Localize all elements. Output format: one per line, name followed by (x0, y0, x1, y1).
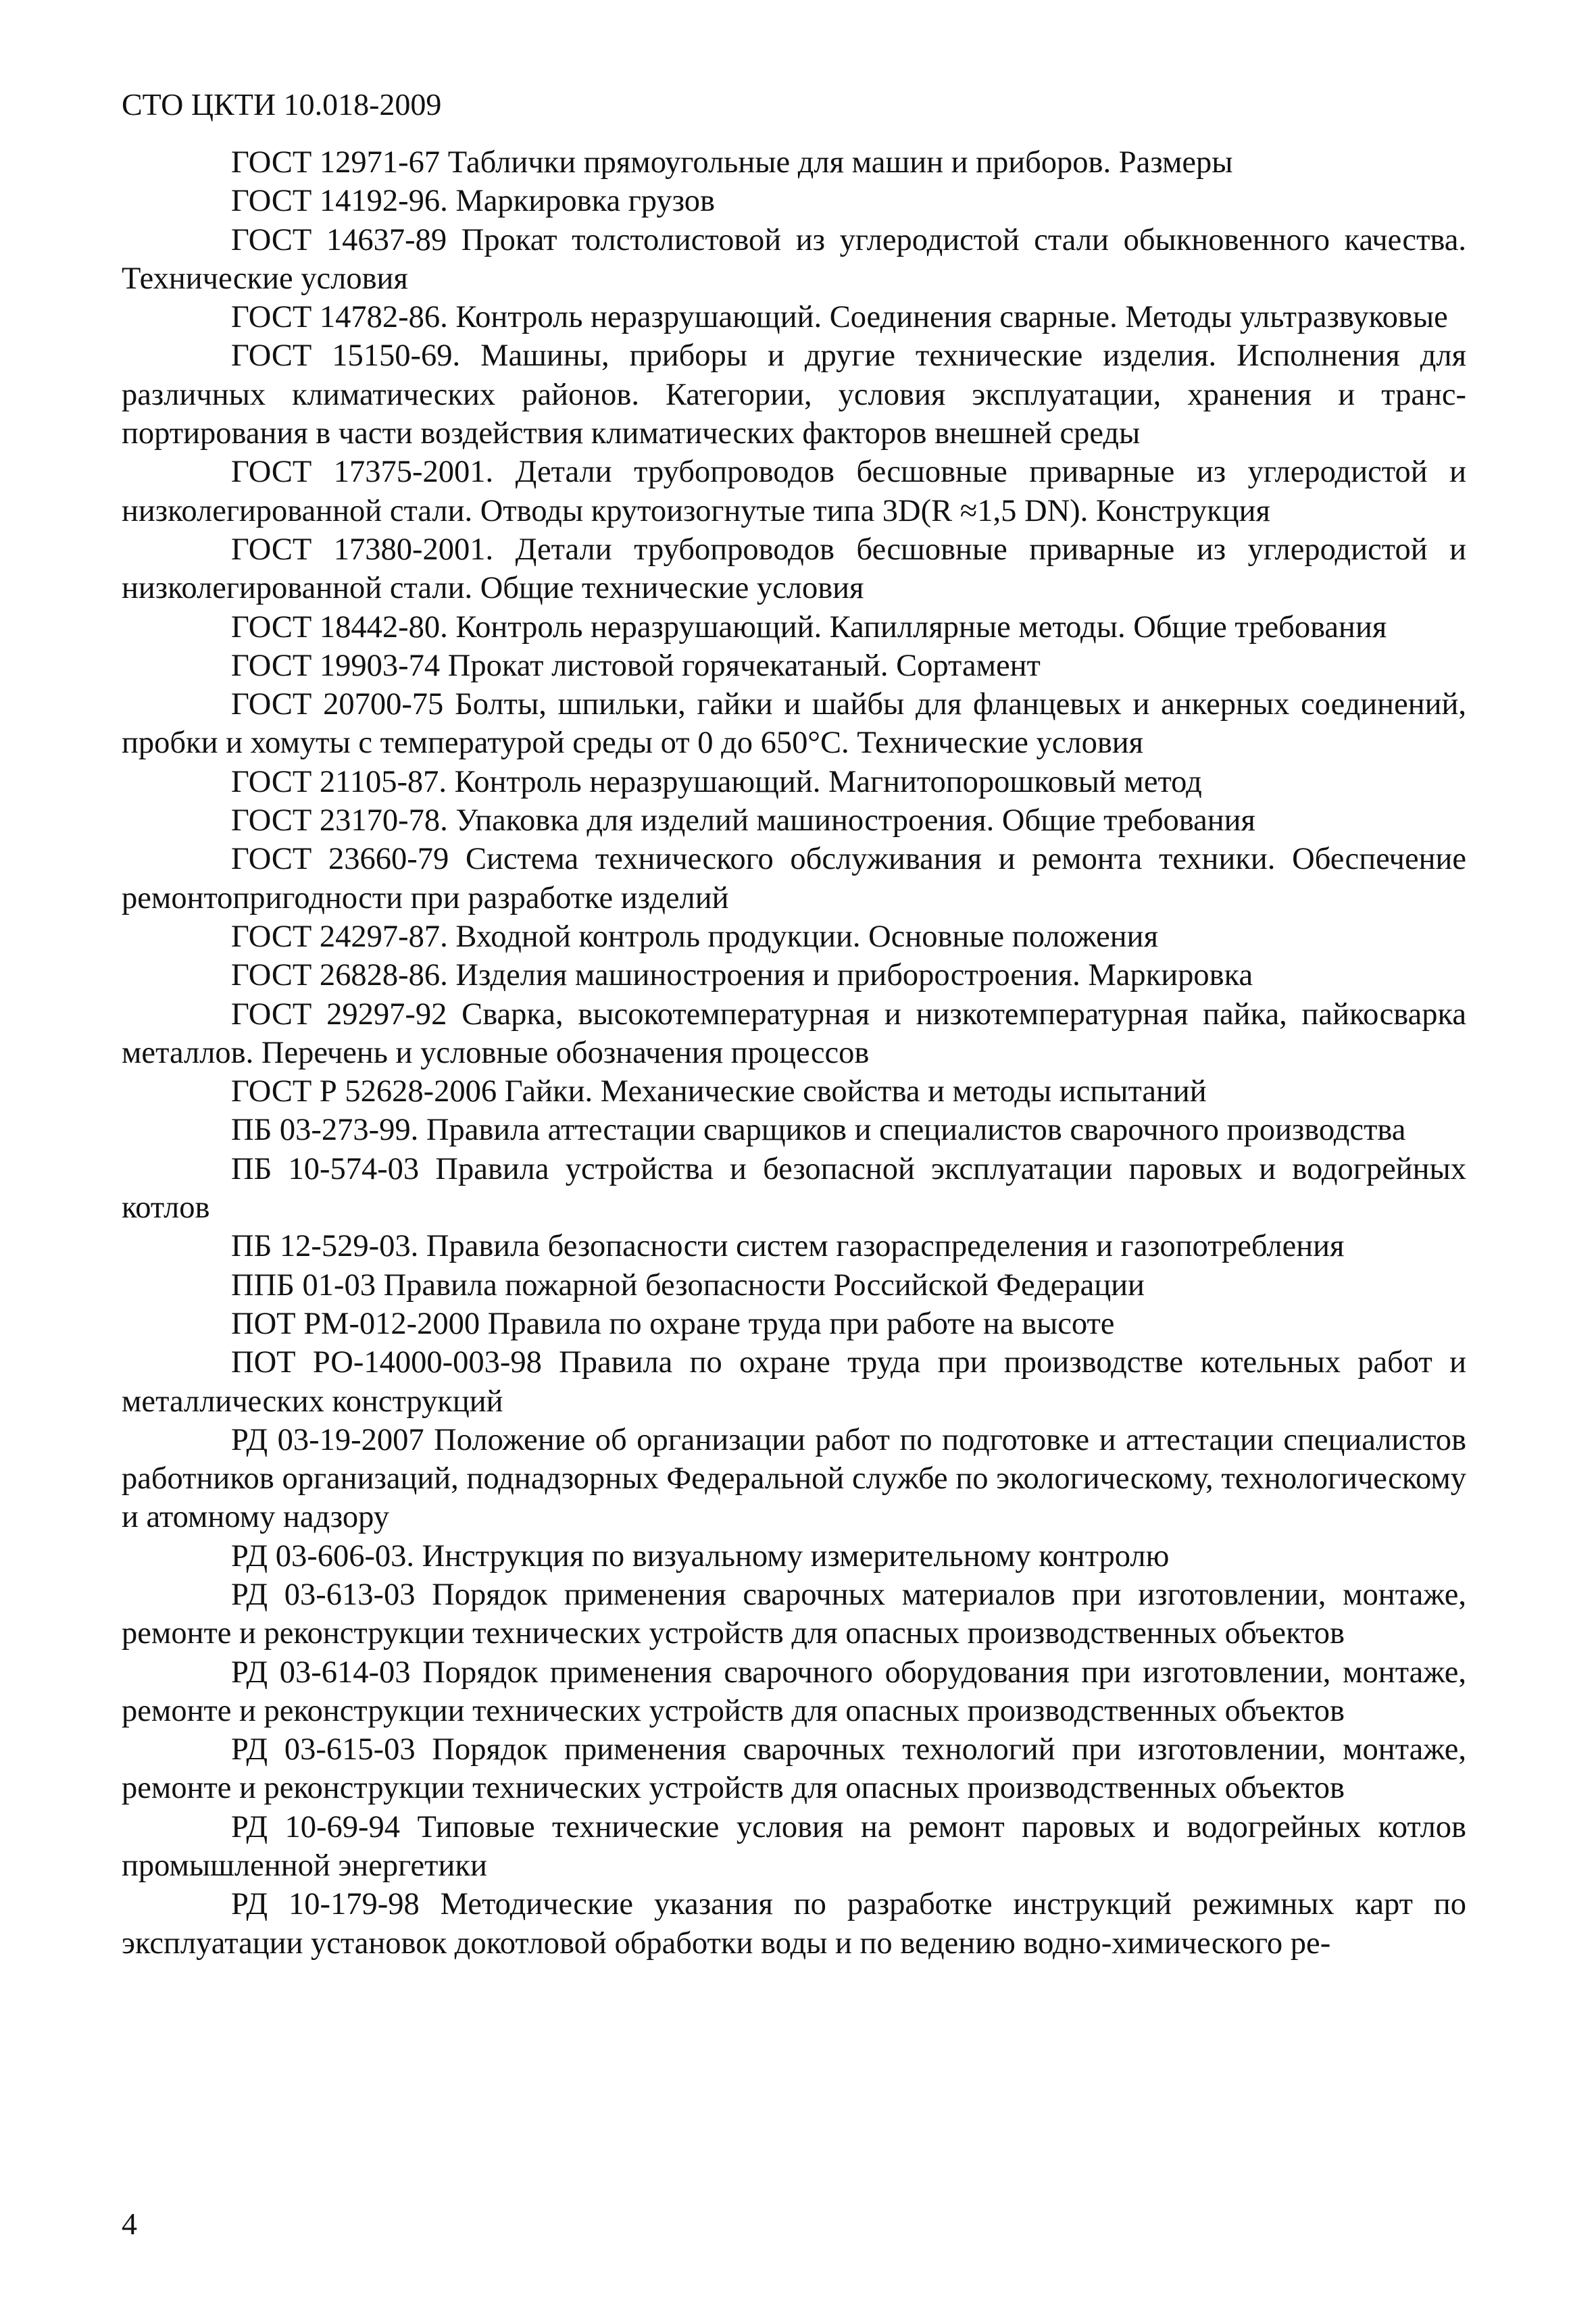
document-code-header: СТО ЦКТИ 10.018-2009 (122, 87, 442, 122)
reference-entry: ГОСТ 15150-69. Машины, приборы и другие технические изделия. Исполнения для различных климатических районов. Категории, условия эксплуатации, хранения и транспортирования в части воздействия климатических факторов внешней среды (122, 338, 1466, 451)
page-number: 4 (122, 2207, 137, 2241)
reference-entry: ГОСТ 23170-78. Упаковка для изделий машиностроения. Общие требования (231, 803, 1255, 838)
reference-entry: ГОСТ 24297-87. Входной контроль продукции. Основные положения (231, 919, 1158, 954)
reference-entry: РД 03-614-03 Порядок применения сварочного оборудования при изготовлении, монтаже, ремонте и реконструкции технических устройств для опасных производственных объектов (122, 1655, 1466, 1728)
reference-entry: ГОСТ 17380-2001. Детали трубопроводов бесшовные приварные из углеродистой и низколегированной стали. Общие технические условия (122, 532, 1466, 606)
reference-entry: РД 03-613-03 Порядок применения сварочных материалов при изготовлении, монтаже, ремонте и реконструкции технических устройств для опасных производственных объектов (122, 1577, 1466, 1651)
reference-entry: РД 03-606-03. Инструкция по визуальному измерительному контролю (231, 1538, 1170, 1574)
reference-entry: ПОТ РО-14000-003-98 Правила по охране труда при производстве котельных работ и металлических конструкций (122, 1345, 1466, 1419)
reference-entry: ПОТ РМ-012-2000 Правила по охране труда при работе на высоте (231, 1306, 1115, 1341)
reference-entry: ГОСТ Р 52628-2006 Гайки. Механические свойства и методы испытаний (231, 1074, 1207, 1109)
reference-entry: ГОСТ 17375-2001. Детали трубопроводов бесшовные приварные из углеродистой и низколегированной стали. Отводы крутоизогнутые типа 3D(R ≈1,5 DN). Конструкция (122, 455, 1466, 528)
reference-entry: ГОСТ 14192-96. Маркировка грузов (231, 184, 715, 219)
reference-entry: ГОСТ 14782-86. Контроль неразрушающий. Соединения сварные. Методы ультразвуковые (231, 300, 1448, 335)
reference-entry: ГОСТ 12971-67 Таблички прямоугольные для машин и приборов. Размеры (231, 145, 1233, 180)
reference-entry: ПБ 10-574-03 Правила устройства и безопасной эксплуатации паровых и водогрейных котлов (122, 1151, 1466, 1226)
reference-entry: ГОСТ 14637-89 Прокат толстолистовой из углеродистой стали обыкновенного качества. Технические условия (122, 222, 1466, 296)
reference-entry: РД 10-69-94 Типовые технические условия на ремонт паровых и водогрейных котлов промышленной энергетики (122, 1809, 1466, 1884)
reference-entry: ГОСТ 29297-92 Сварка, высокотемпературная и низкотемпературная пайка, пайкосварка металлов. Перечень и условные обозначения процессов (122, 997, 1466, 1070)
reference-entry: ГОСТ 19903-74 Прокат листовой горячекатаный. Сортамент (231, 648, 1041, 683)
reference-entry: ГОСТ 26828-86. Изделия машиностроения и приборостроения. Маркировка (231, 958, 1253, 993)
reference-entry: РД 03-615-03 Порядок применения сварочных технологий при изготовлении, монтаже, ремонте и реконструкции технических устройств для опасных производственных объектов (122, 1732, 1466, 1806)
reference-entry: ГОСТ 23660-79 Система технического обслуживания и ремонта техники. Обеспечение ремонтопригодности при разработке изделий (122, 842, 1466, 915)
reference-entry: ППБ 01-03 Правила пожарной безопасности Российской Федерации (231, 1267, 1145, 1303)
reference-entry: ГОСТ 18442-80. Контроль неразрушающий. Капиллярные методы. Общие требования (231, 609, 1387, 645)
normative-references-list (122, 143, 1466, 1963)
reference-entry: ПБ 12-529-03. Правила безопасности систем газораспределения и газопотребления (231, 1229, 1345, 1264)
reference-entry: РД 10-179-98 Методические указания по разработке инструкций режимных карт по эксплуатации установок докотловой обработки воды и по ведению водно-химического ре- (122, 1887, 1466, 1961)
reference-entry: ПБ 03-273-99. Правила аттестации сварщиков и специалистов сварочного производства (231, 1113, 1406, 1148)
reference-entry: РД 03-19-2007 Положение об организации работ по подготовке и аттестации специалистов работников организаций, поднадзорных Федеральной службе по экологическому, технологическому и атомному надзору (122, 1422, 1466, 1535)
reference-entry: ГОСТ 20700-75 Болты, шпильки, гайки и шайбы для фланцевых и анкерных соединений, пробки и хомуты с температурой среды от 0 до 650°С. Технические условия (122, 687, 1466, 761)
reference-entry: ГОСТ 21105-87. Контроль неразрушающий. Магнитопорошковый метод (231, 764, 1202, 799)
